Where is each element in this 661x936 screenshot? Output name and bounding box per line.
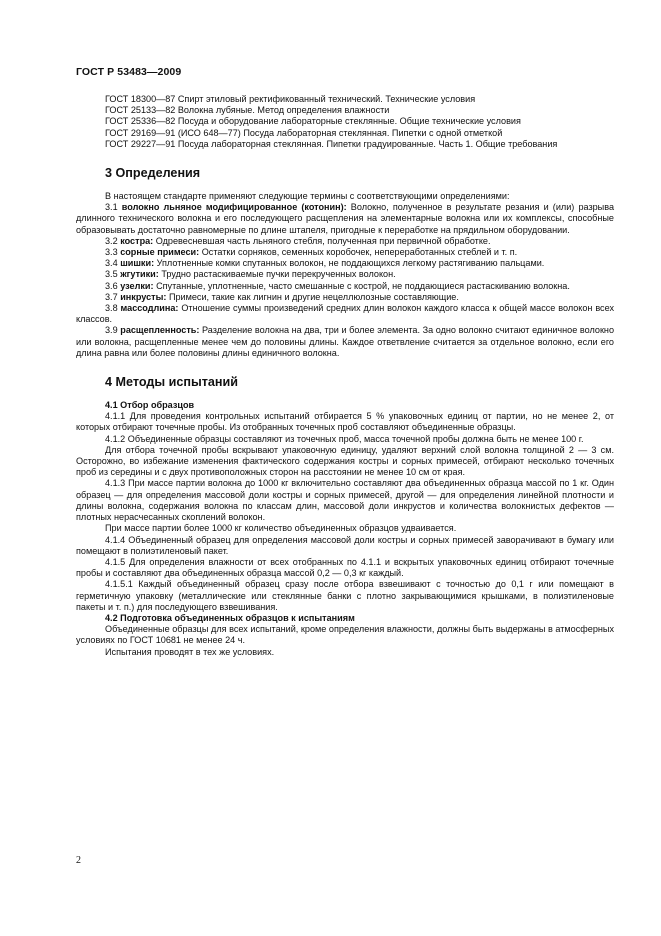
definitions-list xyxy=(76,202,614,359)
definition-item: 3.8 массодлина: Отношение суммы произведений средних длин волокон каждого класса к общей массе волокон всех классов. xyxy=(76,303,614,325)
definition-item: 3.2 костра: Одревесневшая часть льняного стебля, полученная при первичной обработке. xyxy=(105,235,491,246)
definition-item: 3.5 жгутики: Трудно растаскиваемые пучки перекрученных волокон. xyxy=(105,269,396,280)
paragraph: 4.1.5.1 Каждый объединенный образец сразу после отбора взвешивают с точностью до 0,1 г или помещают в герметичную упаковку (металлические или стеклянные банки с плотно закрывающимися крышками, в полиэтиленовые пакеты и т. п.) для последующего взвешивания. xyxy=(76,579,614,612)
section-4-title: 4 Методы испытаний xyxy=(105,375,238,390)
definition-term: узелки: xyxy=(120,280,154,291)
references-list xyxy=(76,94,614,150)
reference-item: ГОСТ 18300—87 Спирт этиловый ректификованный технический. Технические условия xyxy=(105,94,476,104)
definition-term: массодлина: xyxy=(120,303,179,314)
paragraph: 4.1.4 Объединенный образец для определения массовой доли костры и сорных примесей заворачивают в бумагу или помещают в полиэтиленовый пакет. xyxy=(76,534,614,556)
definition-item: 3.1 волокно льняное модифицированное (котонин): Волокно, полученное в результате резания и (или) разрыва длинного технического волокна и его последующего расщепления на элементарные волокна или их комплексы, способные образовывать достаточно равномерные по длине штапеля, пригодные к переработке на прядильном оборудовании. xyxy=(76,202,615,235)
paragraph: 4.1.1 Для проведения контрольных испытаний отбирается 5 % упаковочных единиц от партии, но не менее 2, от которых отбирают точечные пробы. Из отобранных точечных проб составляют объединенные образцы. xyxy=(76,411,614,433)
definition-term: сорные примеси: xyxy=(120,247,200,258)
subsection-4-1-title: 4.1 Отбор образцов xyxy=(105,400,195,411)
reference-item: ГОСТ 25133—82 Волокна лубяные. Метод определения влажности xyxy=(105,105,390,116)
section-3-title: 3 Определения xyxy=(105,166,201,181)
paragraph: 4.1.2 Объединенные образцы составляют из точечных проб, масса точечной пробы должна быть не менее 100 г. xyxy=(105,433,584,444)
reference-item: ГОСТ 29227—91 Посуда лабораторная стеклянная. Пипетки градуированные. Часть 1. Общие требования xyxy=(105,138,558,149)
definition-item: 3.9 расщепленность: Разделение волокна на два, три и более элемента. За одно волокно считают единичное волокно или волокна, расщепленные менее чем до половины длины. Каждое ответвление считается за отдельное волокно, если его длина равна или более половины длины единичного волокна. xyxy=(76,325,615,358)
definition-item: 3.4 шишки: Уплотненные комки спутанных волокон, не поддающихся легкому растягиванию пальцами. xyxy=(105,258,545,269)
definition-item: 3.6 узелки: Спутанные, уплотненные, часто смешанные с кострой, не поддающиеся растаскиванию волокна. xyxy=(105,280,570,291)
document-header: ГОСТ Р 53483—2009 xyxy=(76,66,182,78)
paragraph: 4.1.3 При массе партии волокна до 1000 кг включительно составляют два объединенных образца массой по 1 кг. Один образец — для определения массовой доли костры и сорных примесей, другой — для определения линейной плотности и длины волокна, содержания волокна по классам длин, массовой доли инкрустов и количества волокнистых дефектов — плотных нерасчесанных скоплений волокон. xyxy=(76,478,614,523)
definition-term: жгутики: xyxy=(120,269,159,280)
reference-item: ГОСТ 25336—82 Посуда и оборудование лабораторные стеклянные. Общие технические условия xyxy=(105,116,521,127)
definition-item: 3.7 инкрусты: Примеси, такие как лигнин и другие нецеллюлозные составляющие. xyxy=(105,291,459,302)
definition-term: инкрусты: xyxy=(120,291,167,302)
page-number: 2 xyxy=(76,855,81,866)
subsection-4-2-title: 4.2 Подготовка объединенных образцов к испытаниям xyxy=(105,612,355,623)
paragraph: 4.1.5 Для определения влажности от всех отобранных по 4.1.1 и вскрытых упаковочных единиц отбирают точечные пробы и составляют два объединенных образца массой 0,2 — 0,3 кг каждый. xyxy=(76,556,614,579)
definition-term: волокно льняное модифицированное (котонин): xyxy=(121,202,347,213)
definition-term: шишки: xyxy=(120,258,155,269)
paragraph: Объединенные образцы для всех испытаний, кроме определения влажности, должны быть выдержаны в атмосферных условиях по ГОСТ 10681 не менее 24 ч. xyxy=(76,624,614,646)
paragraph: Испытания проводят в тех же условиях. xyxy=(105,646,275,657)
paragraph: Для отбора точечной пробы вскрывают упаковочную единицу, удаляют верхний слой волокна толщиной 2 — 3 см. Осторожно, во избежание изменения фактического содержания костры и сорных примесей, отбирают несколько точечных проб из середины и с двух противоположных сторон на расстоянии не менее 10 см от края. xyxy=(76,444,614,478)
document-body xyxy=(76,94,614,658)
definition-item: 3.3 сорные примеси: Остатки сорняков, семенных коробочек, непереработанных стеблей и т. п. xyxy=(105,247,518,258)
definition-term: расщепленность: xyxy=(120,325,200,336)
paragraph: При массе партии более 1000 кг количество объединенных образцов удваивается. xyxy=(105,523,457,534)
section-3-intro: В настоящем стандарте применяют следующие термины с соответствующими определениями: xyxy=(105,191,510,202)
definition-term: костра: xyxy=(120,235,154,246)
reference-item: ГОСТ 29169—91 (ИСО 648—77) Посуда лабораторная стеклянная. Пипетки с одной отметкой xyxy=(105,127,503,138)
